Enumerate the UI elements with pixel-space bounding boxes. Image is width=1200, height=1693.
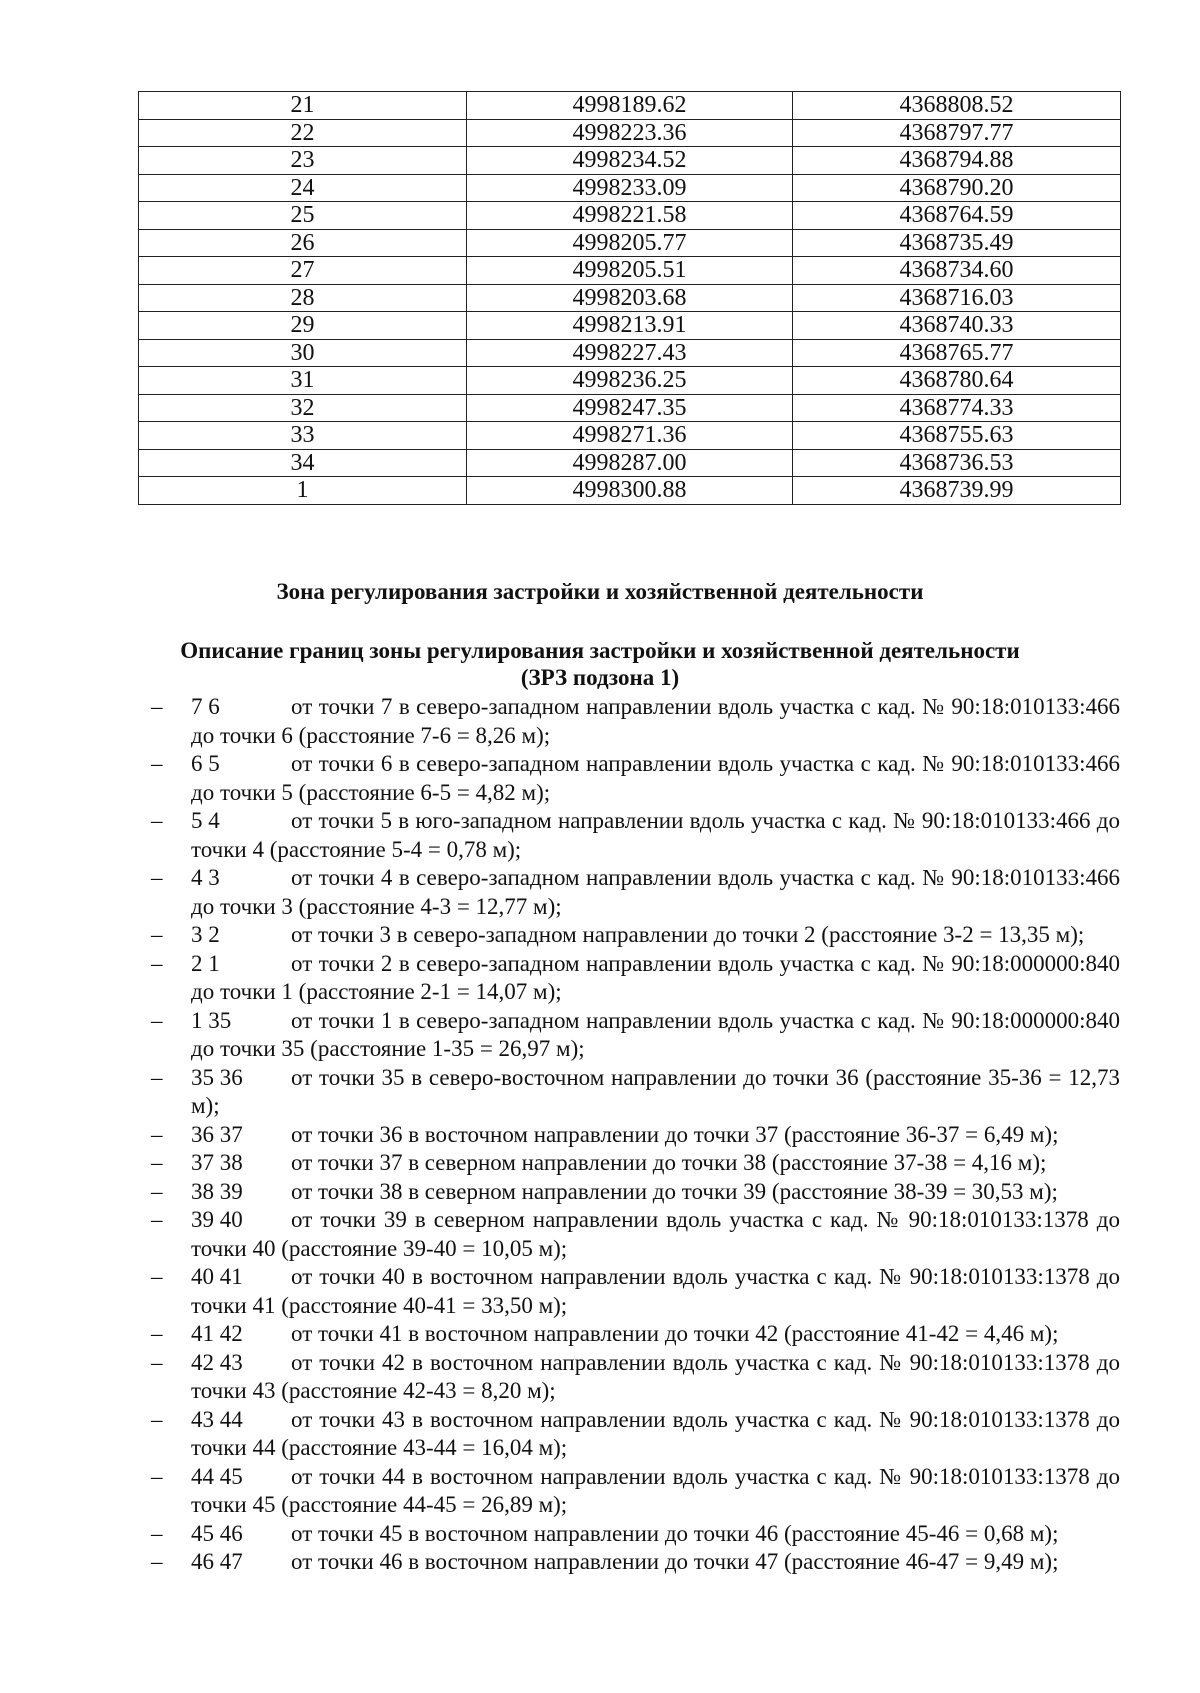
table-row bbox=[139, 257, 1121, 285]
list-item bbox=[0, 1406, 1200, 1463]
x-coordinate-cell: 4998233.09 bbox=[467, 174, 793, 202]
point-number-cell: 31 bbox=[139, 367, 467, 395]
segment-points: 36 37 bbox=[191, 1121, 243, 1147]
segment-points: 40 41 bbox=[191, 1264, 243, 1289]
list-item bbox=[0, 864, 1200, 921]
x-coordinate-cell: 4998236.25 bbox=[467, 367, 793, 395]
boundary-description bbox=[191, 1520, 1120, 1549]
x-coordinate-cell: 4998227.43 bbox=[467, 339, 793, 367]
description-title bbox=[0, 637, 1200, 691]
x-coordinate-cell: 4998234.52 bbox=[467, 147, 793, 175]
segment-points: 4 3 bbox=[191, 865, 220, 890]
segment-points: 44 45 bbox=[191, 1463, 243, 1489]
boundary-description bbox=[191, 693, 1120, 750]
x-coordinate-cell: 4998189.62 bbox=[467, 92, 793, 120]
list-item bbox=[0, 1349, 1200, 1406]
list-dash: – bbox=[151, 808, 163, 833]
y-coordinate-cell: 4368755.63 bbox=[793, 422, 1121, 450]
boundary-description bbox=[191, 950, 1120, 1007]
list-item bbox=[0, 1178, 1200, 1207]
boundary-description bbox=[191, 1064, 1120, 1121]
point-number-cell: 26 bbox=[139, 229, 467, 257]
coordinates-table bbox=[138, 91, 1121, 505]
list-dash: – bbox=[151, 1406, 163, 1432]
point-number-cell: 24 bbox=[139, 174, 467, 202]
list-dash: – bbox=[151, 1178, 163, 1204]
list-item bbox=[0, 921, 1200, 950]
segment-text: от точки 36 в восточном направлении до точки 37 (расстояние 36-37 = 6,49 м); bbox=[291, 1121, 1059, 1147]
list-dash: – bbox=[151, 694, 163, 719]
list-item bbox=[0, 750, 1200, 807]
boundary-description bbox=[191, 1149, 1120, 1178]
segment-points: 42 43 bbox=[191, 1349, 243, 1375]
y-coordinate-cell: 4368736.53 bbox=[793, 449, 1121, 477]
segment-text: от точки 35 в северо-восточном направлении до точки 36 (расстояние 35-36 = 12,73 м); bbox=[191, 1064, 1120, 1118]
table-row bbox=[139, 422, 1121, 450]
y-coordinate-cell: 4368780.64 bbox=[793, 367, 1121, 395]
segment-points: 2 1 bbox=[191, 950, 220, 976]
point-number-cell: 33 bbox=[139, 422, 467, 450]
point-number-cell: 28 bbox=[139, 284, 467, 312]
segment-points: 43 44 bbox=[191, 1406, 243, 1432]
y-coordinate-cell: 4368734.60 bbox=[793, 257, 1121, 285]
zone-title: Зона регулирования застройки и хозяйственной деятельности bbox=[276, 579, 924, 604]
table-row bbox=[139, 147, 1121, 175]
segment-text: от точки 4 в северо-западном направлении вдоль участка с кад. № 90:18:010133:466 до точки 3 (расстояние 4-3 = 12,77 м); bbox=[191, 865, 1120, 919]
list-dash: – bbox=[151, 1549, 163, 1574]
segment-points: 41 42 bbox=[191, 1321, 243, 1346]
list-dash: – bbox=[151, 1349, 163, 1375]
segment-text: от точки 43 в восточном направлении вдоль участка с кад. № 90:18:010133:1378 до точки 44 (расстояние 43-44 = 16,04 м); bbox=[191, 1406, 1120, 1460]
segment-points: 5 4 bbox=[191, 808, 220, 833]
list-dash: – bbox=[151, 1064, 163, 1090]
table-row bbox=[139, 284, 1121, 312]
boundary-description bbox=[191, 1263, 1120, 1320]
table-row bbox=[139, 202, 1121, 230]
list-dash: – bbox=[151, 1121, 163, 1147]
point-number-cell: 21 bbox=[139, 92, 467, 120]
table-row bbox=[139, 449, 1121, 477]
y-coordinate-cell: 4368808.52 bbox=[793, 92, 1121, 120]
y-coordinate-cell: 4368794.88 bbox=[793, 147, 1121, 175]
segment-points: 3 2 bbox=[191, 922, 220, 947]
description-title-line: Описание границ зоны регулирования застройки и хозяйственной деятельности bbox=[180, 638, 1020, 663]
y-coordinate-cell: 4368774.33 bbox=[793, 394, 1121, 422]
y-coordinate-cell: 4368765.77 bbox=[793, 339, 1121, 367]
segment-text: от точки 3 в северо-западном направлении до точки 2 (расстояние 3-2 = 13,35 м); bbox=[291, 922, 1085, 947]
segment-points: 7 6 bbox=[191, 694, 220, 719]
list-item bbox=[0, 1064, 1200, 1121]
segment-text: от точки 5 в юго-западном направлении вдоль участка с кад. № 90:18:010133:466 до точки 4 (расстояние 5-4 = 0,78 м); bbox=[191, 808, 1120, 862]
table-row bbox=[139, 229, 1121, 257]
segment-text: от точки 44 в восточном направлении вдоль участка с кад. № 90:18:010133:1378 до точки 45 (расстояние 44-45 = 26,89 м); bbox=[191, 1463, 1120, 1517]
list-item bbox=[0, 1548, 1200, 1577]
x-coordinate-cell: 4998247.35 bbox=[467, 394, 793, 422]
list-item bbox=[0, 1121, 1200, 1150]
list-item bbox=[0, 693, 1200, 750]
list-item bbox=[0, 1320, 1200, 1349]
segment-text: от точки 38 в северном направлении до точки 39 (расстояние 38-39 = 30,53 м); bbox=[291, 1178, 1058, 1204]
list-dash: – bbox=[151, 751, 163, 776]
boundary-description bbox=[191, 1121, 1120, 1150]
boundary-description bbox=[191, 864, 1120, 921]
x-coordinate-cell: 4998205.77 bbox=[467, 229, 793, 257]
segment-text: от точки 6 в северо-западном направлении вдоль участка с кад. № 90:18:010133:466 до точки 5 (расстояние 6-5 = 4,82 м); bbox=[191, 751, 1120, 805]
list-item bbox=[0, 807, 1200, 864]
boundary-description bbox=[191, 921, 1120, 950]
boundary-description bbox=[191, 1349, 1120, 1406]
y-coordinate-cell: 4368739.99 bbox=[793, 477, 1121, 505]
list-dash: – bbox=[151, 1520, 163, 1546]
segment-points: 35 36 bbox=[191, 1064, 243, 1090]
boundary-list bbox=[0, 693, 1200, 1577]
list-dash: – bbox=[151, 922, 163, 947]
boundary-description bbox=[191, 1320, 1120, 1349]
point-number-cell: 25 bbox=[139, 202, 467, 230]
segment-points: 6 5 bbox=[191, 751, 220, 776]
table-row bbox=[139, 92, 1121, 120]
segment-points: 1 35 bbox=[191, 1007, 232, 1033]
segment-points: 37 38 bbox=[191, 1150, 243, 1175]
list-dash: – bbox=[151, 1321, 163, 1346]
boundary-description bbox=[191, 1406, 1120, 1463]
segment-text: от точки 7 в северо-западном направлении вдоль участка с кад. № 90:18:010133:466 до точки 6 (расстояние 7-6 = 8,26 м); bbox=[191, 694, 1120, 748]
segment-text: от точки 1 в северо-западном направлении вдоль участка с кад. № 90:18:000000:840 до точки 35 (расстояние 1-35 = 26,97 м); bbox=[191, 1007, 1120, 1061]
list-dash: – bbox=[151, 1463, 163, 1489]
segment-text: от точки 42 в восточном направлении вдоль участка с кад. № 90:18:010133:1378 до точки 43 (расстояние 42-43 = 8,20 м); bbox=[191, 1349, 1120, 1403]
list-item bbox=[0, 1263, 1200, 1320]
segment-text: от точки 41 в восточном направлении до точки 42 (расстояние 41-42 = 4,46 м); bbox=[291, 1321, 1059, 1346]
segment-text: от точки 37 в северном направлении до точки 38 (расстояние 37-38 = 4,16 м); bbox=[291, 1150, 1047, 1175]
segment-points: 45 46 bbox=[191, 1520, 243, 1546]
x-coordinate-cell: 4998205.51 bbox=[467, 257, 793, 285]
list-dash: – bbox=[151, 950, 163, 976]
point-number-cell: 27 bbox=[139, 257, 467, 285]
list-item bbox=[0, 1149, 1200, 1178]
x-coordinate-cell: 4998223.36 bbox=[467, 119, 793, 147]
point-number-cell: 34 bbox=[139, 449, 467, 477]
segment-text: от точки 46 в восточном направлении до точки 47 (расстояние 46-47 = 9,49 м); bbox=[291, 1549, 1059, 1574]
y-coordinate-cell: 4368740.33 bbox=[793, 312, 1121, 340]
table-row bbox=[139, 367, 1121, 395]
boundary-description bbox=[191, 1463, 1120, 1520]
y-coordinate-cell: 4368797.77 bbox=[793, 119, 1121, 147]
segment-points: 46 47 bbox=[191, 1549, 243, 1574]
table-row bbox=[139, 394, 1121, 422]
segment-points: 38 39 bbox=[191, 1178, 243, 1204]
x-coordinate-cell: 4998300.88 bbox=[467, 477, 793, 505]
x-coordinate-cell: 4998203.68 bbox=[467, 284, 793, 312]
description-subtitle: (ЗРЗ подзона 1) bbox=[520, 665, 680, 690]
coordinates-table-body bbox=[139, 92, 1121, 505]
segment-text: от точки 45 в восточном направлении до точки 46 (расстояние 45-46 = 0,68 м); bbox=[291, 1520, 1059, 1546]
table-row bbox=[139, 174, 1121, 202]
point-number-cell: 1 bbox=[139, 477, 467, 505]
point-number-cell: 22 bbox=[139, 119, 467, 147]
boundary-description bbox=[191, 1206, 1120, 1263]
list-dash: – bbox=[151, 1150, 163, 1175]
x-coordinate-cell: 4998287.00 bbox=[467, 449, 793, 477]
y-coordinate-cell: 4368716.03 bbox=[793, 284, 1121, 312]
boundary-description bbox=[191, 1548, 1120, 1577]
y-coordinate-cell: 4368735.49 bbox=[793, 229, 1121, 257]
list-item bbox=[0, 1007, 1200, 1064]
point-number-cell: 23 bbox=[139, 147, 467, 175]
segment-text: от точки 39 в северном направлении вдоль участка с кад. № 90:18:010133:1378 до точки 40 (расстояние 39-40 = 10,05 м); bbox=[191, 1207, 1120, 1261]
boundary-description bbox=[191, 807, 1120, 864]
y-coordinate-cell: 4368790.20 bbox=[793, 174, 1121, 202]
x-coordinate-cell: 4998213.91 bbox=[467, 312, 793, 340]
list-item bbox=[0, 1463, 1200, 1520]
segment-text: от точки 2 в северо-западном направлении вдоль участка с кад. № 90:18:000000:840 до точки 1 (расстояние 2-1 = 14,07 м); bbox=[191, 950, 1120, 1004]
list-dash: – bbox=[151, 1207, 163, 1232]
table-row bbox=[139, 312, 1121, 340]
point-number-cell: 29 bbox=[139, 312, 467, 340]
list-dash: – bbox=[151, 1007, 163, 1033]
boundary-description bbox=[191, 1178, 1120, 1207]
table-row bbox=[139, 339, 1121, 367]
list-item bbox=[0, 1206, 1200, 1263]
segment-points: 39 40 bbox=[191, 1207, 243, 1232]
list-item bbox=[0, 950, 1200, 1007]
x-coordinate-cell: 4998221.58 bbox=[467, 202, 793, 230]
x-coordinate-cell: 4998271.36 bbox=[467, 422, 793, 450]
list-item bbox=[0, 1520, 1200, 1549]
table-row bbox=[139, 119, 1121, 147]
list-dash: – bbox=[151, 1264, 163, 1289]
segment-text: от точки 40 в восточном направлении вдоль участка с кад. № 90:18:010133:1378 до точки 41 (расстояние 40-41 = 33,50 м); bbox=[191, 1264, 1120, 1318]
boundary-description bbox=[191, 750, 1120, 807]
table-row bbox=[139, 477, 1121, 505]
list-dash: – bbox=[151, 865, 163, 890]
boundary-description bbox=[191, 1007, 1120, 1064]
point-number-cell: 30 bbox=[139, 339, 467, 367]
y-coordinate-cell: 4368764.59 bbox=[793, 202, 1121, 230]
point-number-cell: 32 bbox=[139, 394, 467, 422]
